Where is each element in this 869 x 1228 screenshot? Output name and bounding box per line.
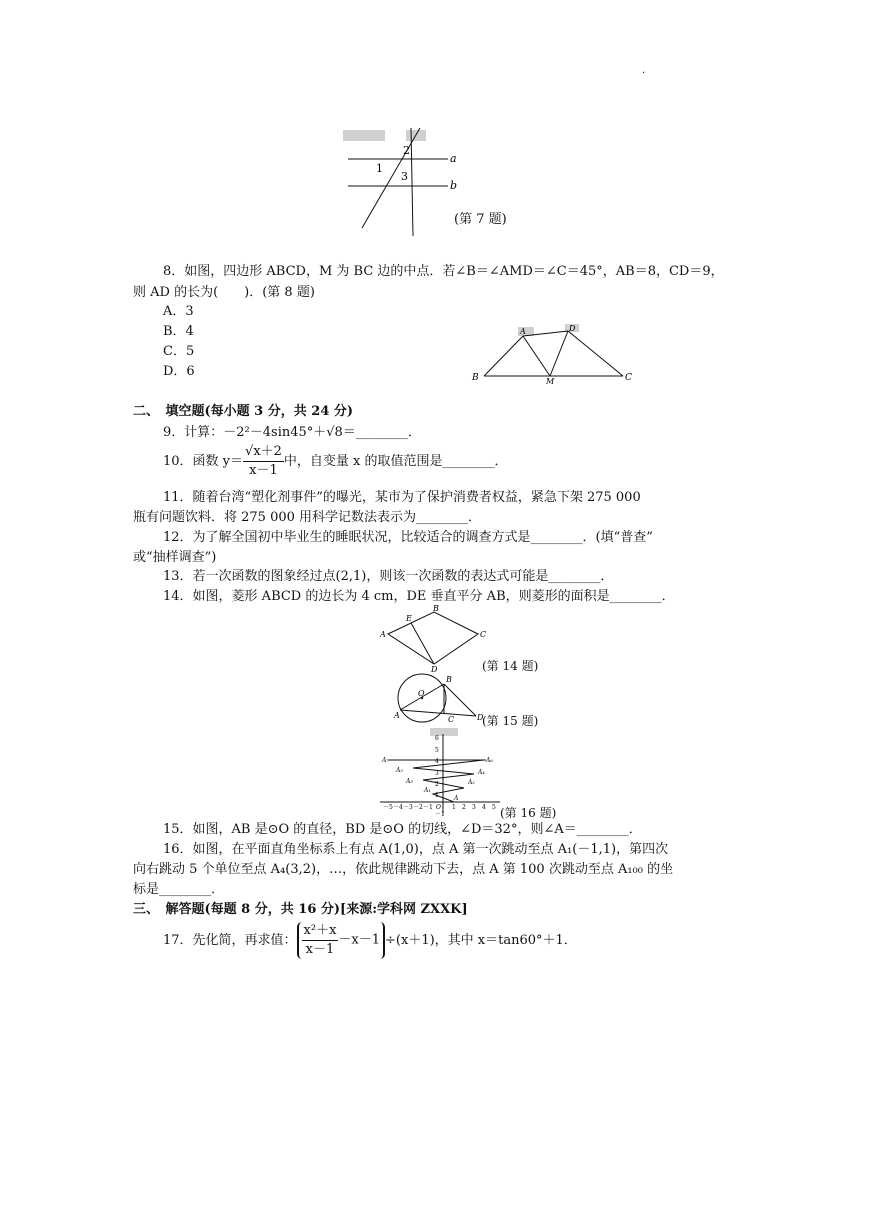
point-c: C xyxy=(448,715,455,724)
q12-line-1: 12．为了解全国初中毕业生的睡眠状况，比较适合的调查方式是________．(填“普查” xyxy=(163,530,653,545)
point-o: O xyxy=(418,689,425,698)
point-d: D xyxy=(431,665,438,672)
angle-label-3: 3 xyxy=(401,170,408,183)
q16-line-1: 16．如图，在平面直角坐标系上有点 A(1,0)，点 A 第一次跳动至点 A₁(－1,1)，第四次 xyxy=(163,842,669,857)
x-tick-4: 4 xyxy=(482,804,486,811)
q8-option-d: D．6 xyxy=(163,364,195,379)
q17-middle: －x－1 xyxy=(338,932,381,948)
line-label-b: b xyxy=(450,179,458,192)
x-tick-o: O xyxy=(436,804,441,811)
q17-fraction xyxy=(302,922,339,959)
label-a: A xyxy=(454,795,459,802)
point-d: D xyxy=(477,713,484,722)
x-tick-neg1: －1 xyxy=(423,804,433,811)
q10 xyxy=(163,443,508,480)
q15: 15．如图，AB 是⊙O 的直径，BD 是⊙O 的切线，∠D＝32°，则∠A＝________． xyxy=(163,822,642,837)
y-tick-6: 6 xyxy=(435,735,439,742)
point-b: B xyxy=(446,675,452,684)
figure-16-diagram xyxy=(374,728,504,818)
y-tick-neg1: －1 xyxy=(435,811,445,818)
point-m: M xyxy=(546,377,555,384)
y-tick-3: 3 xyxy=(435,770,439,777)
point-c: C xyxy=(625,373,632,383)
label-a2: A₂ xyxy=(468,779,475,786)
section-3-heading: 三、 解答题(每题 8 分，共 16 分)[来源:学科网 ZXXK] xyxy=(133,902,468,917)
y-tick-5: 5 xyxy=(435,747,439,754)
x-tick-neg5: －5 xyxy=(383,804,393,811)
figure-14-diagram xyxy=(378,604,490,672)
x-tick-5: 5 xyxy=(492,804,496,811)
q13: 13．若一次函数的图象经过点(2,1)，则该一次函数的表达式可能是________． xyxy=(163,569,614,584)
angle-label-2: 2 xyxy=(403,144,410,157)
corner-dot: · xyxy=(642,68,646,79)
q9: 9．计算：－2²－4sin45°＋√8＝________． xyxy=(163,425,421,440)
y-tick-4: 4 xyxy=(435,758,439,765)
point-a: A xyxy=(380,630,386,639)
q17 xyxy=(163,922,577,959)
figure-16-caption: (第 16 题) xyxy=(500,806,557,820)
point-a: A xyxy=(520,327,526,336)
q8-option-b: B．4 xyxy=(163,324,194,339)
y-tick-2: 2 xyxy=(435,781,439,788)
q12-line-2: 或“抽样调查”) xyxy=(133,550,217,565)
q8-option-a: A．3 xyxy=(163,304,194,319)
label-a1: A₁ xyxy=(424,787,431,794)
line-label-a: a xyxy=(450,152,457,165)
point-b: B xyxy=(433,604,439,613)
point-b: B xyxy=(472,373,479,383)
q10-suffix: 中，自变量 x 的取值范围是________． xyxy=(283,454,508,469)
figure-7-diagram xyxy=(340,128,470,236)
q10-prefix: 10．函数 y＝ xyxy=(163,454,244,469)
figure-8-diagram xyxy=(468,322,638,384)
label-a4: A₄ xyxy=(478,769,485,776)
q14: 14．如图，菱形 ABCD 的边长为 4 cm，DE 垂直平分 AB，则菱形的面积是________． xyxy=(163,589,675,604)
label-a7: A₇ xyxy=(382,757,389,764)
label-a3: A₃ xyxy=(406,778,413,785)
point-e: E xyxy=(406,614,412,623)
q17-denominator: x－1 xyxy=(305,942,335,957)
q16-line-3: 标是________． xyxy=(133,882,225,897)
q17-prefix: 17．先化简，再求值： xyxy=(163,933,297,948)
figure-7-caption: (第 7 题) xyxy=(454,212,507,227)
x-tick-3: 3 xyxy=(472,804,476,811)
x-tick-2: 2 xyxy=(462,804,466,811)
figure-15-caption: (第 15 题) xyxy=(482,714,539,728)
x-tick-neg2: －2 xyxy=(413,804,423,811)
label-a5: A₅ xyxy=(396,767,403,774)
figure-15-diagram xyxy=(392,670,492,728)
section-2-heading: 二、 填空题(每小题 3 分，共 24 分) xyxy=(133,404,354,419)
q17-suffix: ÷(x＋1)，其中 x＝tan60°＋1． xyxy=(385,933,577,948)
q10-denominator: x－1 xyxy=(249,463,278,478)
point-c: C xyxy=(480,630,487,639)
q16-line-2: 向右跳动 5 个单位至点 A₄(3,2)，…，依此规律跳动下去，点 A 第 100 次跳动至点 A₁₀₀ 的坐 xyxy=(133,862,674,877)
y-tick-1: 1 xyxy=(435,792,439,799)
x-tick-neg3: －3 xyxy=(403,804,413,811)
q8-line-2: 则 AD 的长为( )．(第 8 题) xyxy=(133,285,315,300)
x-tick-1: 1 xyxy=(452,804,456,811)
q10-fraction xyxy=(243,443,284,480)
q11-line-2: 瓶有问题饮料．将 275 000 用科学记数法表示为________． xyxy=(133,510,482,525)
q17-bracket xyxy=(297,922,385,959)
angle-label-1: 1 xyxy=(376,162,383,175)
q11-line-1: 11．随着台湾“塑化剂事件”的曝光，某市为了保护消费者权益，紧急下架 275 000 xyxy=(163,490,641,505)
point-d: D xyxy=(569,324,576,333)
figure-14-caption: (第 14 题) xyxy=(482,659,539,673)
point-a: A xyxy=(394,711,400,720)
x-tick-neg4: －4 xyxy=(393,804,403,811)
label-a6: A₆ xyxy=(486,757,493,764)
q17-numerator: x²＋x xyxy=(302,922,339,941)
q8-line-1: 8．如图，四边形 ABCD，M 为 BC 边的中点．若∠B＝∠AMD＝∠C＝45°，AB＝8，CD＝9， xyxy=(163,264,724,279)
q8-option-c: C．5 xyxy=(163,344,195,359)
q10-numerator: √x＋2 xyxy=(243,443,284,462)
